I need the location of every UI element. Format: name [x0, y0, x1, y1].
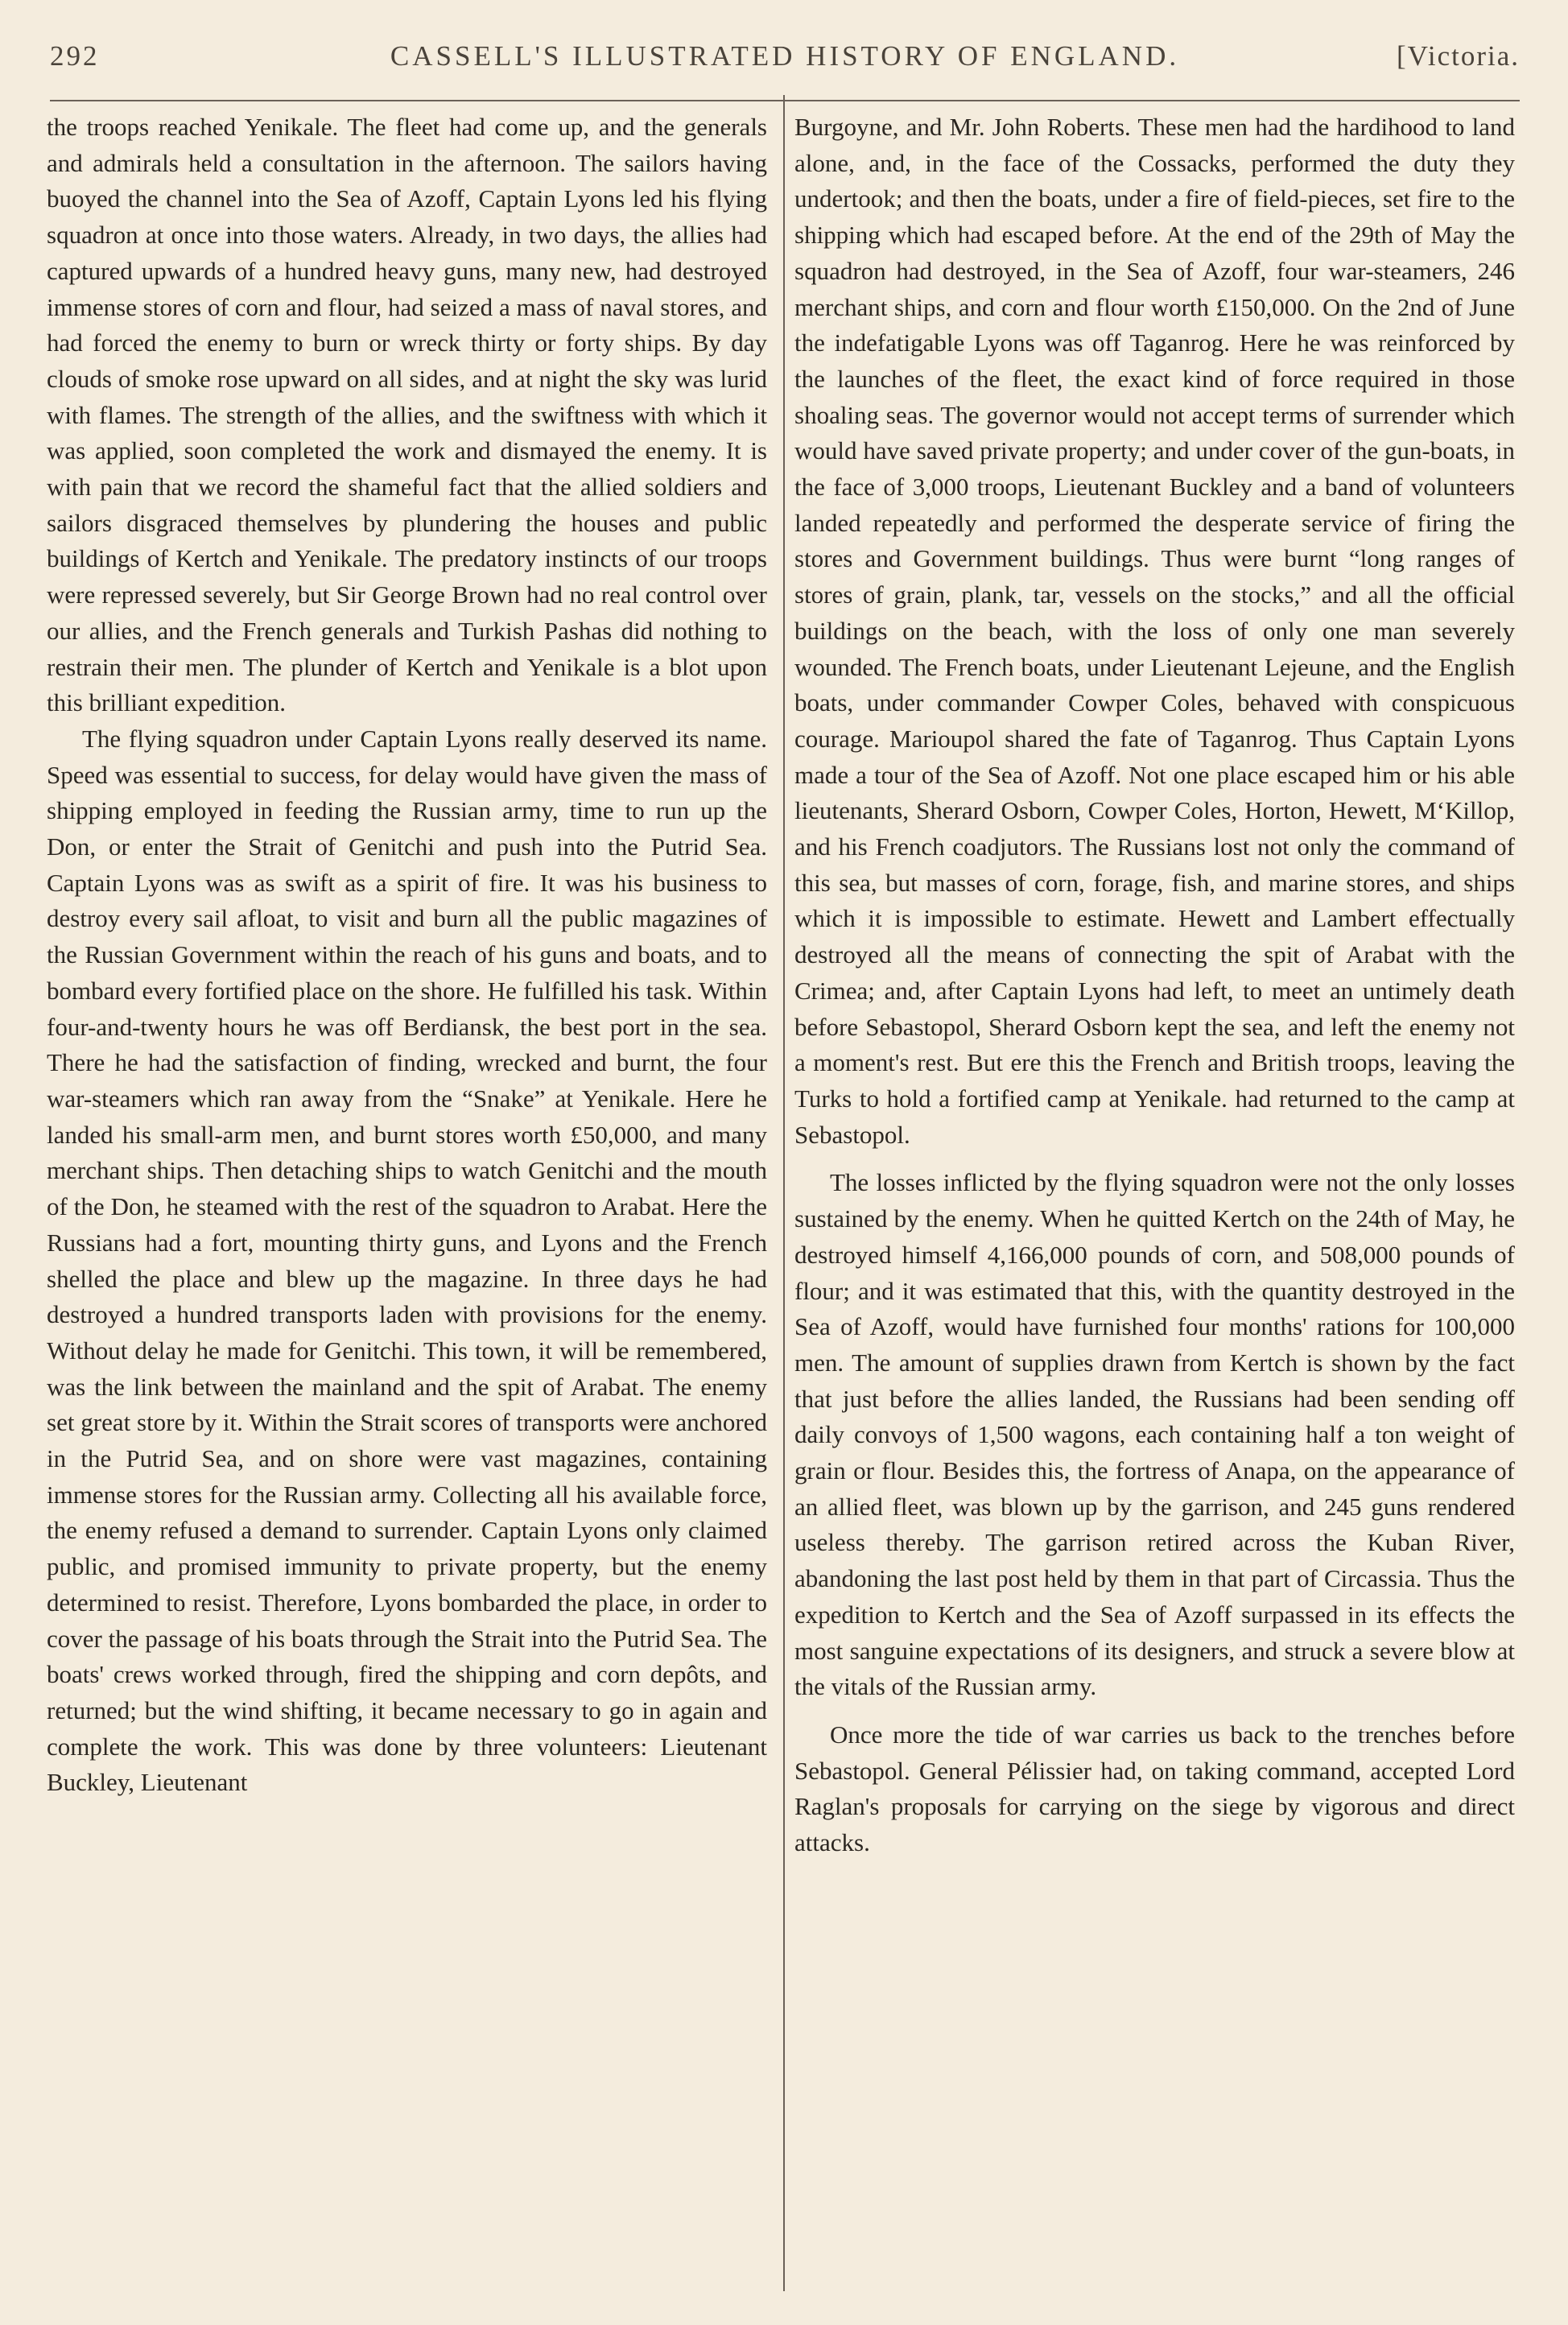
page-number: 292 [50, 40, 100, 72]
right-column [794, 109, 1515, 2299]
header-rule [50, 100, 1520, 101]
paragraph: the troops reached Yenikale. The fleet had come up, and the generals and admirals held a consultation in the afternoon. The sailors having buoyed the channel into the Sea of Azoff, Captain Lyons led his flying squadron at once into those waters. Already, in two days, the allies had captured upwards of a hundred heavy guns, many new, had destroyed immense stores of corn and flour, had seized a mass of naval stores, and had forced the enemy to burn or wreck thirty or forty ships. By day clouds of smoke rose upward on all sides, and at night the sky was lurid with flames. The strength of the allies, and the swiftness with which it was applied, soon completed the work and dismayed the enemy. It is with pain that we record the shameful fact that the allied soldiers and sailors disgraced themselves by plundering the houses and public buildings of Kertch and Yenikale. The predatory instincts of our troops were repressed severely, but Sir George Brown had no real control over our allies, and the French generals and Turkish Pashas did nothing to restrain their men. The plunder of Kertch and Yenikale is a blot upon this brilliant expedition. [47, 113, 767, 717]
paragraph: Burgoyne, and Mr. John Roberts. These men had the hardihood to land alone, and, in the face of the Cossacks, performed the duty they undertook; and then the boats, under a fire of field-pieces, set fire to the shipping which had escaped before. At the end of the 29th of May the squadron had destroyed, in the Sea of Azoff, four war-steamers, 246 merchant ships, and corn and flour worth £150,000. On the 2nd of June the indefatigable Lyons was off Taganrog. Here he was reinforced by the launches of the fleet, the exact kind of force required in those shoaling seas. The governor would not accept terms of surrender which would have saved private property; and under cover of the gun-boats, in the face of 3,000 troops, Lieutenant Buckley and a band of volunteers landed repeatedly and performed the desperate service of firing the stores and Government buildings. Thus were burnt “long ranges of stores of grain, plank, tar, vessels on the stocks,” and all the official buildings on the beach, with the loss of only one man severely wounded. The French boats, under Lieutenant Lejeune, and the English boats, under commander Cowper Coles, behaved with conspicuous courage. Marioupol shared the fate of Taganrog. Thus Captain Lyons made a tour of the Sea of Azoff. Not one place escaped him or his able lieutenants, Sherard Osborn, Cowper Coles, Horton, Hewett, M‘Killop, and his French coadjutors. The Russians lost not only the command of this sea, but masses of corn, forage, fish, and marine stores, and ships which it is impossible to estimate. Hewett and Lambert effectually destroyed all the means of connecting the spit of Arabat with the Crimea; and, after Captain Lyons had left, to meet an untimely death before Sebastopol, Sherard Osborn kept the sea, and left the enemy not a moment's rest. But ere this the French and British troops, leaving the Turks to hold a fortified camp at Yenikale. had returned to the camp at Sebastopol. [794, 113, 1515, 1149]
paragraph: The flying squadron under Captain Lyons really deserved its name. Speed was essential to success, for delay would have given the mass of shipping employed in feeding the Russian army, time to run up the Don, or enter the Strait of Genitchi and push into the Putrid Sea. Captain Lyons was as swift as a spirit of fire. It was his business to destroy every sail afloat, to visit and burn all the public magazines of the Russian Government within the reach of his guns and boats, and to bombard every fortified place on the shore. He fulfilled his task. Within four-and-twenty hours he was off Berdiansk, the best port in the sea. There he had the satisfaction of finding, wrecked and burnt, the four war-steamers which ran away from the “Snake” at Yenikale. Here he landed his small-arm men, and burnt stores worth £50,000, and many merchant ships. Then detaching ships to watch Genitchi and the mouth of the Don, he steamed with the rest of the squadron to Arabat. Here the Russians had a fort, mounting thirty guns, and Lyons and the French shelled the place and blew up the magazine. In three days he had destroyed a hundred transports laden with provisions for the enemy. Without delay he made for Genitchi. This town, it will be remembered, was the link between the mainland and the spit of Arabat. The enemy set great store by it. Within the Strait scores of transports were anchored in the Putrid Sea, and on shore were vast magazines, containing immense stores for the Russian army. Collecting all his available force, the enemy refused a demand to surrender. Captain Lyons only claimed public, and promised immunity to private property, but the enemy determined to resist. Therefore, Lyons bombarded the place, in order to cover the passage of his boats through the Strait into the Putrid Sea. The boats' crews worked through, fired the shipping and corn depôts, and returned; but the wind shifting, it became necessary to go in again and complete the work. This was done by three volunteers: Lieutenant Buckley, Lieutenant [47, 724, 767, 1797]
paragraph: Once more the tide of war carries us back to the trenches before Sebastopol. General Pélissier had, on taking command, accepted Lord Raglan's proposals for carrying on the siege by vigorous and direct attacks. [794, 1720, 1515, 1857]
book-title: CASSELL'S ILLUSTRATED HISTORY OF ENGLAND. [390, 40, 1180, 72]
paragraph: The losses inflicted by the flying squadron were not the only losses sustained by the enemy. When he quitted Kertch on the 24th of May, he destroyed himself 4,166,000 pounds of corn, and 508,000 pounds of flour; and it was estimated that this, with the quantity destroyed in the Sea of Azoff, would have furnished four months' rations for 100,000 men. The amount of supplies drawn from Kertch is shown by the fact that just before the allies landed, the Russians had been sending off daily convoys of 1,500 wagons, each containing half a ton weight of grain or flour. Besides this, the fortress of Anapa, on the appearance of an allied fleet, was blown up by the garrison, and 245 guns rendered useless thereby. The garrison retired across the Kuban River, abandoning the last post held by them in that part of Circassia. Thus the expedition to Kertch and the Sea of Azoff surpassed in its effects the most sanguine expectations of its designers, and struck a severe blow at the vitals of the Russian army. [794, 1168, 1515, 1701]
column-divider [783, 95, 785, 2291]
section-name: [Victoria. [1397, 40, 1520, 72]
running-head [50, 40, 1520, 89]
left-column [47, 109, 767, 2299]
